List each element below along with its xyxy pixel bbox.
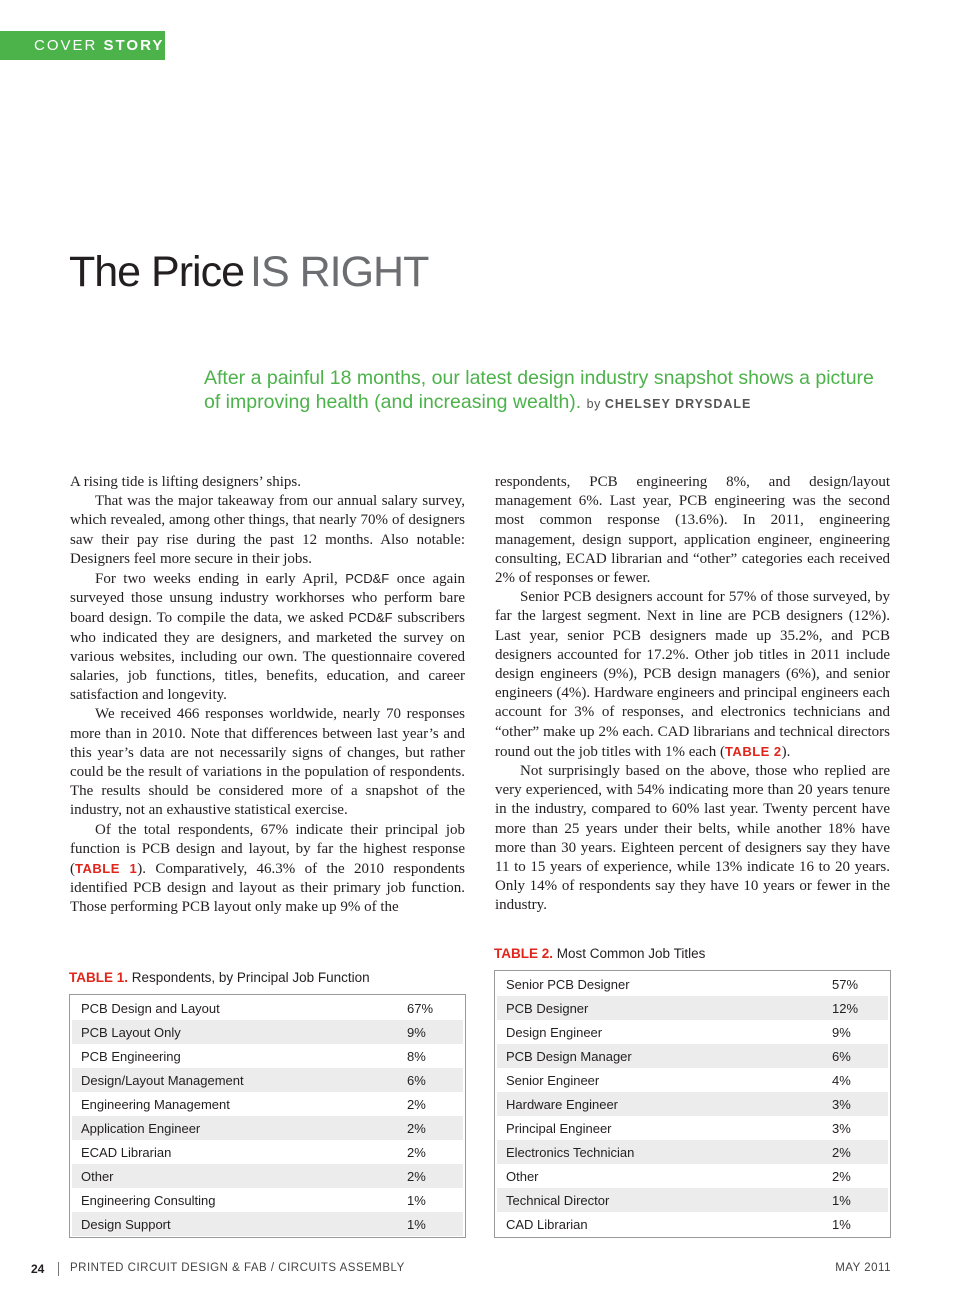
paragraph-5 xyxy=(70,821,465,918)
row-value: 2% xyxy=(407,1168,426,1184)
table-1-reference: TABLE 1 xyxy=(75,861,138,877)
table-row xyxy=(497,1140,888,1164)
deck-text: After a painful 18 months, our latest design industry snapshot shows a picture of improving health (and increasing wealth). xyxy=(204,367,874,413)
row-value: 2% xyxy=(407,1096,426,1112)
table-row xyxy=(497,1044,888,1068)
byline xyxy=(587,397,752,411)
table-row xyxy=(72,1116,463,1140)
table-row xyxy=(497,1116,888,1140)
row-value: 2% xyxy=(407,1120,426,1136)
paragraph-5-continued: respondents, PCB engineering 8%, and design/layout management 6%. Last year, PCB engineering was the second most common response (13.6%). In 2011, engineering management, design support, application engineer, engineering consulting, ECAD librarian and “other” categories each received 2% of responses or fewer. xyxy=(495,474,890,587)
paragraph-5-text-b: ). Comparatively, 46.3% of the 2010 respondents identified PCB design and layout as their primary job function. Those performing PCB layout only make up 9% of the xyxy=(70,861,465,916)
row-value: 2% xyxy=(832,1168,851,1184)
row-label: PCB Design and Layout xyxy=(81,1000,220,1016)
row-value: 12% xyxy=(832,1000,859,1016)
table-row xyxy=(72,1068,463,1092)
row-label: Other xyxy=(81,1168,114,1184)
issue-date: MAY 2011 xyxy=(835,1262,891,1274)
title-main: The Price xyxy=(69,248,245,296)
table-row xyxy=(72,1092,463,1116)
row-label: Principal Engineer xyxy=(506,1120,612,1136)
row-label: Engineering Consulting xyxy=(81,1192,216,1208)
table-2-title: Most Common Job Titles xyxy=(556,946,706,961)
page-number: 24 xyxy=(31,1262,45,1276)
row-value: 4% xyxy=(832,1072,851,1088)
table-row xyxy=(497,1188,888,1212)
row-label: ECAD Librarian xyxy=(81,1144,172,1160)
row-value: 3% xyxy=(832,1120,851,1136)
row-label: Design Engineer xyxy=(506,1024,603,1040)
row-label: PCB Design Manager xyxy=(506,1048,632,1064)
row-value: 1% xyxy=(832,1216,851,1232)
row-label: PCB Designer xyxy=(506,1000,589,1016)
table-1-label: TABLE 1. xyxy=(69,970,129,985)
row-label: PCB Engineering xyxy=(81,1048,181,1064)
table-1-caption xyxy=(69,970,370,985)
row-value: 9% xyxy=(407,1024,426,1040)
table-2-label: TABLE 2. xyxy=(494,946,554,961)
row-value: 6% xyxy=(832,1048,851,1064)
row-value: 57% xyxy=(832,976,859,992)
row-value: 67% xyxy=(407,1000,434,1016)
row-value: 1% xyxy=(832,1192,851,1208)
table-row xyxy=(497,1068,888,1092)
byline-prefix: by xyxy=(586,397,601,411)
body-column-2 xyxy=(495,473,890,916)
paragraph-3-text-c: subscribers who indicated they are designers, and marketed the survey on various websites, including our own. The questionnaire covered salaries, job functions, titles, benefits, education, and career satisfaction and longevity. xyxy=(70,610,465,704)
section-tag-word1: COVER xyxy=(34,37,98,54)
row-label: Application Engineer xyxy=(81,1120,201,1136)
article-deck xyxy=(204,366,894,416)
row-label: Design/Layout Management xyxy=(81,1072,244,1088)
title-accent: IS RIGHT xyxy=(250,248,429,296)
row-label: CAD Librarian xyxy=(506,1216,588,1232)
table-row xyxy=(497,1020,888,1044)
paragraph-2: That was the major takeaway from our annual salary survey, which revealed, among other things, that nearly 70% of designers saw their pay rise during the past 12 months. Also notable: Designers feel more secure in their jobs. xyxy=(70,493,465,567)
table-row xyxy=(72,1020,463,1044)
article-title xyxy=(69,248,428,297)
row-label: Senior Engineer xyxy=(506,1072,600,1088)
table-row xyxy=(497,1092,888,1116)
row-value: 3% xyxy=(832,1096,851,1112)
table-row xyxy=(497,1212,888,1236)
table-1 xyxy=(69,994,466,1238)
table-row xyxy=(72,996,463,1020)
paragraph-5-text-a: Of the total respondents, 67% indicate their principal job function is PCB design and layout, by far the highest response ( xyxy=(70,821,465,878)
paragraph-3-text-a: For two weeks ending in early April, xyxy=(95,571,338,588)
row-value: 1% xyxy=(407,1192,426,1208)
table-1-title: Respondents, by Principal Job Function xyxy=(131,970,370,985)
row-value: 9% xyxy=(832,1024,851,1040)
table-row xyxy=(497,996,888,1020)
table-row xyxy=(72,1044,463,1068)
table-row xyxy=(72,1140,463,1164)
row-value: 8% xyxy=(407,1048,426,1064)
row-label: Design Support xyxy=(81,1216,171,1232)
row-value: 2% xyxy=(407,1144,426,1160)
table-2 xyxy=(494,970,891,1238)
paragraph-3-text-b: once again surveyed those unsung industry workhorses who perform bare board design. To compile the data, we asked xyxy=(70,571,466,627)
table-row xyxy=(72,1212,463,1236)
paragraph-3 xyxy=(70,569,465,705)
row-value: 6% xyxy=(407,1072,426,1088)
row-label: Electronics Technician xyxy=(506,1144,635,1160)
paragraph-1: A rising tide is lifting designers’ ships. xyxy=(70,474,301,490)
byline-author: CHELSEY DRYSDALE xyxy=(604,397,752,411)
table-row xyxy=(497,972,888,996)
table-row xyxy=(497,1164,888,1188)
body-column-1 xyxy=(70,473,465,918)
paragraph-4: We received 466 responses worldwide, nearly 70 responses more than in 2010. Note that differences between last year’s and this year’s data are not necessarily signs of changes, but rather could be the result of variations in the population of respondents. The results should be considered more of a snapshot of the industry, not an exhaustive statistical exercise. xyxy=(70,706,465,819)
row-label: PCB Layout Only xyxy=(81,1024,181,1040)
row-value: 2% xyxy=(832,1144,851,1160)
paragraph-6-text-a: Senior PCB designers account for 57% of those surveyed, by far the largest segment. Next in line are PCB designers (12%). Last year, senior PCB designers made up 35.2%, and PCB designers accounted for 17.2%. Other job titles in 2011 include design engineers (9%), PCB design managers (6%), and senior engineers (4%). Hardware engineers and principal engineers each account for 3% of responses, and electronics technicians and “other” make up 2% each. CAD librarians and technical directors round out the job titles with 1% each ( xyxy=(495,589,890,760)
table-row xyxy=(72,1188,463,1212)
publication-name: PRINTED CIRCUIT DESIGN & FAB / CIRCUITS ASSEMBLY xyxy=(70,1262,405,1274)
table-2-reference: TABLE 2 xyxy=(724,743,782,759)
paragraph-6-text-b: ). xyxy=(781,743,791,760)
publication-abbrev: PCD&F xyxy=(348,610,393,626)
footer-divider xyxy=(58,1262,59,1276)
publication-abbrev: PCD&F xyxy=(345,571,390,587)
table-2-caption xyxy=(494,946,705,961)
table-row xyxy=(72,1164,463,1188)
row-label: Other xyxy=(506,1168,539,1184)
row-label: Senior PCB Designer xyxy=(506,976,630,992)
section-tag-word2: STORY xyxy=(103,37,165,54)
paragraph-6 xyxy=(495,588,890,762)
row-label: Hardware Engineer xyxy=(506,1096,619,1112)
row-label: Engineering Management xyxy=(81,1096,230,1112)
paragraph-7: Not surprisingly based on the above, those who replied are very experienced, with 54% indicating more than 20 years tenure in the industry, compared to 60% last year. Twenty percent have more than 25 years under their belts, while another 18% have more than 30 years. Eighteen percent of designers say they have 11 to 15 years of experience, while 13% indicate 16 to 20 years. Only 14% of respondents say they have 10 years or fewer in the industry. xyxy=(495,763,890,914)
row-value: 1% xyxy=(407,1216,426,1232)
section-tag xyxy=(0,31,165,60)
row-label: Technical Director xyxy=(506,1192,610,1208)
